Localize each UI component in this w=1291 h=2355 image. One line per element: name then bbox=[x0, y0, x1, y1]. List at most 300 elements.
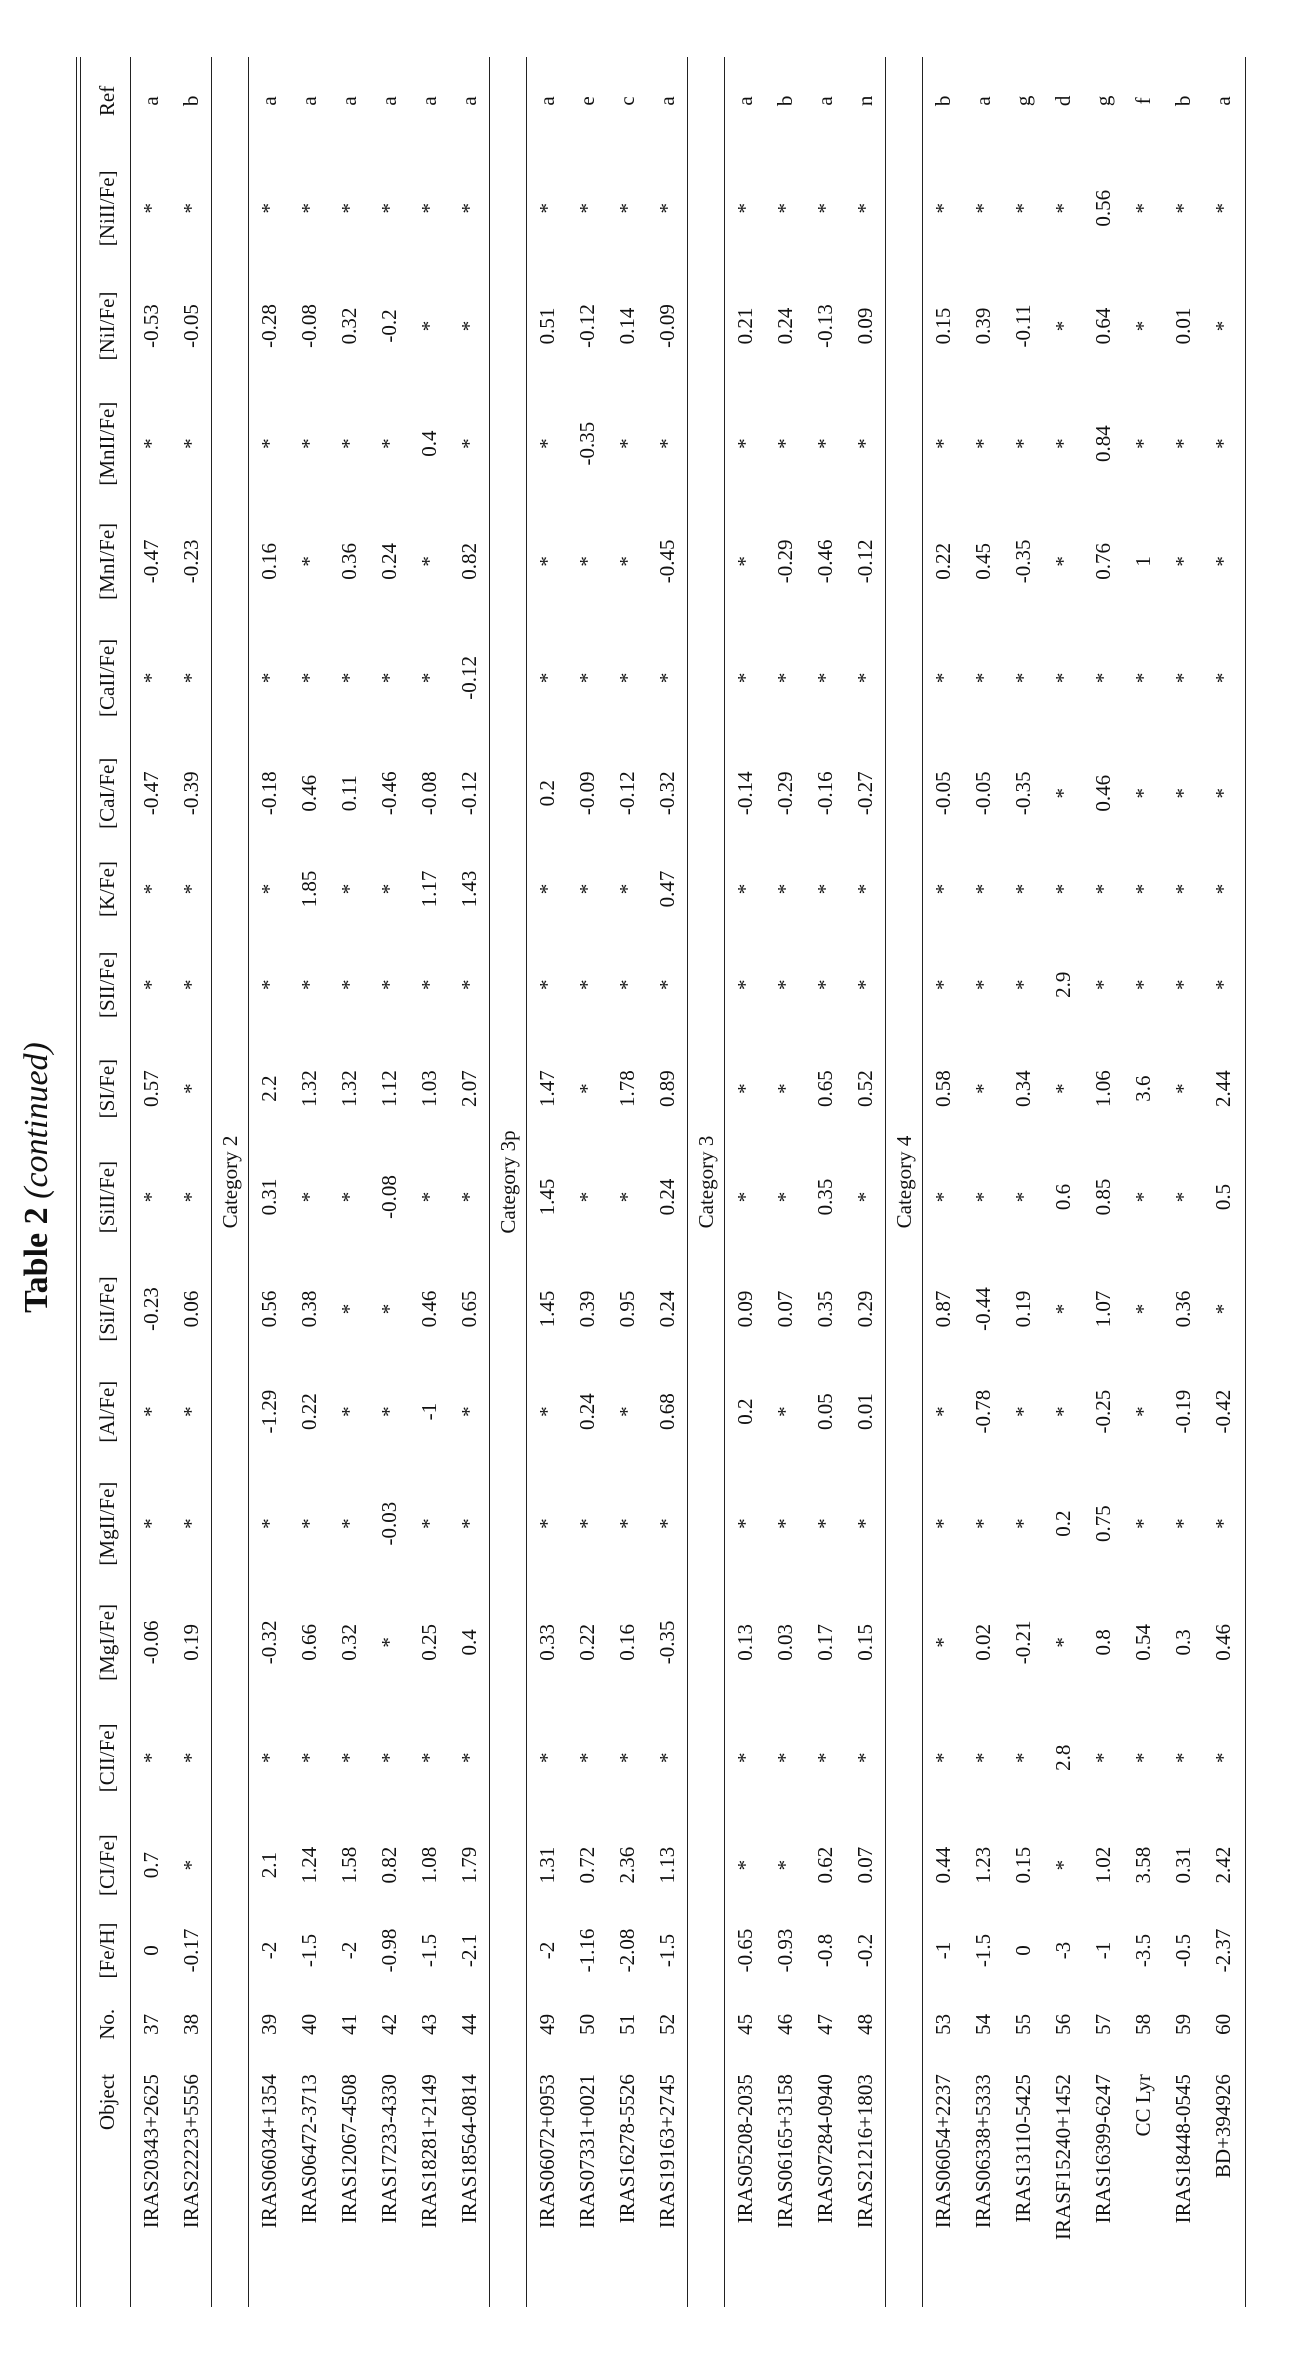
table-cell: 0.31 bbox=[1171, 1846, 1195, 1884]
table-cell: g bbox=[1011, 95, 1035, 107]
table-cell: 46 bbox=[773, 2013, 797, 2035]
table-cell: * bbox=[853, 1518, 877, 1529]
table-cell: -3 bbox=[1051, 1941, 1075, 1960]
object-name-cell: IRAS17233-4330 bbox=[377, 2074, 401, 2224]
table-cell: 0.4 bbox=[417, 430, 441, 457]
table-cell: * bbox=[1171, 1518, 1195, 1529]
table-cell: * bbox=[813, 1518, 837, 1529]
table-cell: -0.12 bbox=[457, 771, 481, 816]
table-cell: * bbox=[1131, 1406, 1155, 1417]
object-name-cell: IRAS18564-0814 bbox=[457, 2074, 481, 2224]
table-cell: 2.2 bbox=[257, 1075, 281, 1102]
table-cell: -1 bbox=[931, 1941, 955, 1960]
table-cell: * bbox=[179, 203, 203, 214]
table-cell: 0.13 bbox=[733, 1624, 757, 1661]
table-caption bbox=[18, 0, 56, 2355]
table-cell: * bbox=[337, 1518, 361, 1529]
table-cell: a bbox=[457, 96, 481, 106]
table-cell: * bbox=[1171, 883, 1195, 895]
object-name-cell: IRAS18448-0545 bbox=[1171, 2074, 1195, 2224]
table-cell: * bbox=[1051, 556, 1075, 567]
table-cell: * bbox=[971, 1752, 995, 1764]
table-cell: * bbox=[457, 1406, 481, 1417]
table-cell: 1.12 bbox=[377, 1070, 401, 1107]
table-cell: -0.45 bbox=[655, 539, 679, 584]
table-cell: -0.32 bbox=[257, 1620, 281, 1665]
table-cell: * bbox=[1051, 788, 1075, 799]
table-cell: 0.52 bbox=[853, 1070, 877, 1107]
table-cell: * bbox=[813, 672, 837, 684]
table-cell: * bbox=[1051, 1637, 1075, 1648]
table-cell: * bbox=[1211, 1518, 1235, 1529]
table-cell: * bbox=[535, 1406, 559, 1417]
table-cell: -0.46 bbox=[377, 771, 401, 816]
table-cell: 0 bbox=[1011, 1945, 1035, 1956]
table-cell: * bbox=[139, 1191, 163, 1203]
table-cell: * bbox=[733, 1083, 757, 1094]
table-cell: 0.62 bbox=[813, 1846, 837, 1884]
table-cell: 39 bbox=[257, 2013, 281, 2035]
table-cell: 47 bbox=[813, 2013, 837, 2035]
table-cell: * bbox=[179, 883, 203, 895]
table-cell: -0.35 bbox=[1011, 771, 1035, 816]
table-cell: * bbox=[337, 1303, 361, 1315]
table-cell: * bbox=[1051, 1083, 1075, 1094]
table-cell: * bbox=[297, 672, 321, 684]
object-name-cell: IRAS06165+3158 bbox=[773, 2074, 797, 2229]
table-cell: * bbox=[971, 1518, 995, 1529]
table-cell: * bbox=[417, 979, 441, 991]
table-cell: -0.28 bbox=[257, 304, 281, 348]
category-row bbox=[688, 57, 725, 2307]
table-cell: 0.01 bbox=[853, 1393, 877, 1431]
table-cell: 0.15 bbox=[853, 1624, 877, 1661]
table-cell: 0.11 bbox=[337, 775, 361, 812]
table-cell: * bbox=[1171, 1191, 1195, 1203]
table-cell: -0.46 bbox=[813, 539, 837, 584]
table-cell: 38 bbox=[179, 2013, 203, 2035]
table-cell: b bbox=[1171, 95, 1195, 107]
table-cell: -0.12 bbox=[457, 656, 481, 700]
table-cell: -0.05 bbox=[971, 771, 995, 816]
table-cell: -0.35 bbox=[575, 421, 599, 466]
table-cell: * bbox=[179, 979, 203, 991]
table-cell: * bbox=[1171, 788, 1195, 799]
table-cell: 0.85 bbox=[1091, 1178, 1115, 1216]
table-cell: 0.09 bbox=[733, 1290, 757, 1328]
table-cell: * bbox=[575, 672, 599, 684]
table-cell: * bbox=[773, 203, 797, 214]
table-cell: f bbox=[1131, 97, 1155, 105]
table-cell: * bbox=[931, 1406, 955, 1417]
table-cell: * bbox=[615, 1752, 639, 1764]
table-cell: 0.15 bbox=[931, 307, 955, 345]
category-row bbox=[886, 57, 923, 2307]
table-row bbox=[923, 57, 964, 2307]
table-cell: * bbox=[337, 1406, 361, 1417]
table-row bbox=[409, 57, 449, 2307]
table-row bbox=[449, 57, 490, 2307]
table-cell: 1.79 bbox=[457, 1846, 481, 1884]
table-cell: * bbox=[853, 979, 877, 991]
table-cell: 1.31 bbox=[535, 1846, 559, 1884]
object-name-cell: IRAS16278-5526 bbox=[615, 2074, 639, 2224]
table-row bbox=[329, 57, 369, 2307]
table-cell: * bbox=[297, 1752, 321, 1764]
column-header: [SiII/Fe] bbox=[84, 1139, 131, 1254]
table-cell: * bbox=[1051, 1406, 1075, 1417]
object-name-cell: IRAS20343+2625 bbox=[139, 2074, 163, 2229]
table-cell: * bbox=[655, 672, 679, 684]
table-cell: 0.01 bbox=[1171, 307, 1195, 345]
table-cell: 54 bbox=[971, 2013, 995, 2035]
table-cell: * bbox=[1011, 1406, 1035, 1417]
table-cell: 0.6 bbox=[1051, 1183, 1075, 1211]
object-name-cell: IRAS13110-5425 bbox=[1011, 2074, 1035, 2223]
table-cell: * bbox=[179, 672, 203, 684]
bottom-rule bbox=[1245, 57, 1246, 2307]
table-row bbox=[1003, 57, 1043, 2307]
table-cell: 0.46 bbox=[417, 1290, 441, 1328]
table-row bbox=[369, 57, 409, 2307]
table-cell: 0.02 bbox=[971, 1624, 995, 1661]
table-cell: * bbox=[971, 203, 995, 214]
table-cell: * bbox=[1051, 203, 1075, 214]
table-cell: * bbox=[1131, 883, 1155, 895]
table-cell: -1.5 bbox=[417, 1933, 441, 1968]
table-cell: 0.34 bbox=[1011, 1070, 1035, 1107]
table-cell: -0.21 bbox=[1011, 1620, 1035, 1665]
table-cell: 0.19 bbox=[179, 1624, 203, 1661]
table-cell: 0.2 bbox=[733, 1398, 757, 1425]
table-cell: * bbox=[1131, 1752, 1155, 1764]
object-name-cell: IRAS16399-6247 bbox=[1091, 2074, 1115, 2224]
table-cell: 0.75 bbox=[1091, 1505, 1115, 1542]
table-cell: * bbox=[773, 1752, 797, 1764]
table-cell: * bbox=[1211, 1303, 1235, 1315]
table-cell: 0.06 bbox=[179, 1290, 203, 1328]
table-cell: 0.24 bbox=[655, 1290, 679, 1328]
table-cell: * bbox=[417, 556, 441, 567]
table-cell: * bbox=[615, 203, 639, 214]
table-cell: * bbox=[457, 203, 481, 214]
table-cell: * bbox=[257, 1752, 281, 1764]
table-cell: * bbox=[1091, 979, 1115, 991]
table-cell: * bbox=[931, 1518, 955, 1529]
table-cell: * bbox=[377, 979, 401, 991]
table-cell: * bbox=[1171, 203, 1195, 214]
table-cell: * bbox=[655, 438, 679, 449]
column-header: [CaII/Fe] bbox=[84, 616, 131, 741]
object-name-cell: IRAS05208-2035 bbox=[733, 2074, 757, 2224]
table-cell: * bbox=[655, 203, 679, 214]
table-cell: * bbox=[1011, 1518, 1035, 1529]
table-cell: * bbox=[179, 1406, 203, 1417]
table-cell: 0.33 bbox=[535, 1624, 559, 1661]
table-cell: 3.6 bbox=[1131, 1075, 1155, 1102]
table-cell: 1.85 bbox=[297, 870, 321, 908]
table-cell: * bbox=[417, 203, 441, 214]
table-cell: 1.02 bbox=[1091, 1846, 1115, 1884]
object-name-cell: IRAS07284-0940 bbox=[813, 2074, 837, 2224]
table-cell: -0.29 bbox=[773, 539, 797, 584]
object-name-cell: IRAS19163+2745 bbox=[655, 2074, 679, 2229]
table-cell: a bbox=[733, 96, 757, 106]
table-cell: e bbox=[575, 96, 599, 106]
table-row bbox=[1123, 57, 1163, 2307]
object-name-cell: CC Lyr bbox=[1131, 2074, 1155, 2137]
table-cell: 0.89 bbox=[655, 1070, 679, 1107]
table-cell: 0.3 bbox=[1171, 1629, 1195, 1656]
column-header: [CaI/Fe] bbox=[84, 740, 131, 846]
table-cell: * bbox=[297, 438, 321, 449]
table-cell: * bbox=[377, 1303, 401, 1315]
object-name-cell: IRASF15240+1452 bbox=[1051, 2074, 1075, 2240]
table-cell: 0.64 bbox=[1091, 307, 1115, 345]
object-name-cell: IRAS07331+0021 bbox=[575, 2074, 599, 2229]
table-cell: -0.12 bbox=[615, 771, 639, 816]
table-cell: * bbox=[615, 979, 639, 991]
table-cell: * bbox=[139, 883, 163, 895]
category-label: Category 3p bbox=[490, 57, 527, 2307]
table-cell: 0.05 bbox=[813, 1393, 837, 1431]
table-cell: 37 bbox=[139, 2013, 163, 2035]
table-cell: 0.07 bbox=[853, 1846, 877, 1884]
table-cell: -0.08 bbox=[417, 771, 441, 816]
table-cell: 41 bbox=[337, 2013, 361, 2035]
table-cell: 0.95 bbox=[615, 1290, 639, 1328]
table-cell: * bbox=[1211, 883, 1235, 895]
table-cell: * bbox=[971, 979, 995, 991]
table-cell: -2 bbox=[535, 1941, 559, 1960]
table-cell: * bbox=[575, 1518, 599, 1529]
table-cell: * bbox=[615, 1518, 639, 1529]
table-cell: * bbox=[139, 1406, 163, 1417]
table-cell: * bbox=[139, 438, 163, 449]
category-label: Category 4 bbox=[886, 57, 923, 2307]
caption-label: Table 2 bbox=[18, 1207, 55, 1313]
column-header: [Al/Fe] bbox=[84, 1363, 131, 1460]
column-header: [MnII/Fe] bbox=[84, 380, 131, 507]
table-cell: * bbox=[1011, 203, 1035, 214]
table-cell: 0.16 bbox=[615, 1624, 639, 1661]
table-cell: * bbox=[457, 1518, 481, 1529]
object-name-cell: IRAS12067-4508 bbox=[337, 2074, 361, 2224]
table-cell: a bbox=[971, 96, 995, 106]
table-cell: 0.65 bbox=[813, 1070, 837, 1107]
table-cell: * bbox=[417, 672, 441, 684]
table-cell: * bbox=[1011, 979, 1035, 991]
abundance-table bbox=[84, 57, 1243, 2307]
table-cell: 60 bbox=[1211, 2013, 1235, 2035]
table-cell: * bbox=[773, 438, 797, 449]
table-cell: 0.25 bbox=[417, 1624, 441, 1661]
table-cell: 0.35 bbox=[813, 1178, 837, 1216]
table-cell: * bbox=[457, 438, 481, 449]
table-cell: b bbox=[773, 95, 797, 107]
table-cell: 42 bbox=[377, 2013, 401, 2035]
table-cell: * bbox=[615, 672, 639, 684]
table-row bbox=[289, 57, 329, 2307]
table-cell: * bbox=[813, 979, 837, 991]
object-name-cell: IRAS21216+1803 bbox=[853, 2074, 877, 2229]
header-row bbox=[84, 57, 131, 2307]
table-cell: * bbox=[1051, 672, 1075, 684]
table-cell: 1.08 bbox=[417, 1846, 441, 1884]
table-cell: * bbox=[337, 672, 361, 684]
table-cell: -0.98 bbox=[377, 1928, 401, 1973]
table-cell: 0.14 bbox=[615, 307, 639, 345]
table-cell: 1.17 bbox=[417, 870, 441, 908]
table-cell: -1.5 bbox=[971, 1933, 995, 1968]
object-name-cell: IRAS06472-3713 bbox=[297, 2074, 321, 2224]
table-cell: * bbox=[297, 979, 321, 991]
table-cell: 0.38 bbox=[297, 1290, 321, 1328]
table-cell: * bbox=[575, 203, 599, 214]
table-cell: * bbox=[773, 672, 797, 684]
table-row bbox=[765, 57, 805, 2307]
table-cell: 1.03 bbox=[417, 1070, 441, 1107]
table-cell: 0.17 bbox=[813, 1624, 837, 1661]
table-cell: * bbox=[337, 1752, 361, 1764]
table-cell: * bbox=[931, 1752, 955, 1764]
table-cell: 2.44 bbox=[1211, 1070, 1235, 1107]
table-cell: a bbox=[1211, 96, 1235, 106]
table-cell: -0.47 bbox=[139, 539, 163, 584]
table-cell: 0.65 bbox=[457, 1290, 481, 1328]
table-cell: * bbox=[773, 1406, 797, 1417]
table-cell: * bbox=[733, 1191, 757, 1203]
table-cell: 0.24 bbox=[773, 307, 797, 345]
table-cell: * bbox=[139, 979, 163, 991]
table-cell: * bbox=[337, 883, 361, 895]
table-row bbox=[725, 57, 766, 2307]
table-cell: * bbox=[733, 1518, 757, 1529]
table-cell: -0.09 bbox=[575, 771, 599, 816]
table-cell: a bbox=[417, 96, 441, 106]
table-cell: a bbox=[257, 96, 281, 106]
table-cell: * bbox=[457, 320, 481, 332]
table-cell: 51 bbox=[615, 2013, 639, 2035]
column-header: [CI/Fe] bbox=[84, 1818, 131, 1913]
table-cell: -2.37 bbox=[1211, 1928, 1235, 1973]
table-cell: 0.24 bbox=[655, 1178, 679, 1216]
table-cell: a bbox=[139, 96, 163, 106]
table-cell: * bbox=[1211, 672, 1235, 684]
table-cell: * bbox=[655, 979, 679, 991]
table-cell: 0.68 bbox=[655, 1393, 679, 1431]
table-cell: 0.24 bbox=[377, 542, 401, 580]
table-cell: 0.87 bbox=[931, 1290, 955, 1328]
column-header: Object bbox=[84, 2060, 131, 2307]
table-cell: * bbox=[1171, 672, 1195, 684]
table-cell: * bbox=[257, 203, 281, 214]
table-cell: a bbox=[377, 96, 401, 106]
table-cell: 2.07 bbox=[457, 1070, 481, 1107]
column-header: [Fe/H] bbox=[84, 1912, 131, 1988]
table-row bbox=[527, 57, 568, 2307]
table-cell: 0.44 bbox=[931, 1846, 955, 1884]
table-cell: 0.82 bbox=[377, 1846, 401, 1884]
table-cell: * bbox=[575, 979, 599, 991]
table-cell: * bbox=[1211, 438, 1235, 449]
table-cell: c bbox=[615, 96, 639, 106]
table-cell: -0.53 bbox=[139, 304, 163, 348]
table-cell: a bbox=[813, 96, 837, 106]
table-cell: * bbox=[139, 1518, 163, 1529]
table-cell: 0.2 bbox=[535, 780, 559, 807]
table-cell: 1.24 bbox=[297, 1846, 321, 1884]
table-cell: * bbox=[971, 1083, 995, 1094]
table-cell: n bbox=[853, 95, 877, 107]
object-name-cell: IRAS06034+1354 bbox=[257, 2074, 281, 2229]
table-cell: 0.03 bbox=[773, 1624, 797, 1661]
table-cell: * bbox=[297, 1191, 321, 1203]
category-label: Category 2 bbox=[212, 57, 249, 2307]
table-cell: * bbox=[615, 556, 639, 567]
table-cell: -0.12 bbox=[853, 539, 877, 584]
table-cell: * bbox=[575, 556, 599, 567]
table-cell: * bbox=[457, 979, 481, 991]
table-cell: * bbox=[535, 438, 559, 449]
table-cell: 0.8 bbox=[1091, 1629, 1115, 1656]
table-cell: * bbox=[1131, 979, 1155, 991]
table-cell: 0.16 bbox=[257, 542, 281, 580]
table-cell: 1.07 bbox=[1091, 1290, 1115, 1328]
table-cell: * bbox=[257, 979, 281, 991]
table-cell: -1.5 bbox=[297, 1933, 321, 1968]
table-cell: 0.22 bbox=[931, 542, 955, 580]
table-cell: * bbox=[535, 672, 559, 684]
table-cell: * bbox=[535, 203, 559, 214]
table-cell: 0.2 bbox=[1051, 1510, 1075, 1537]
table-cell: * bbox=[773, 883, 797, 895]
table-cell: * bbox=[337, 1191, 361, 1203]
table-cell: 0.35 bbox=[813, 1290, 837, 1328]
table-cell: 0.4 bbox=[457, 1629, 481, 1656]
table-cell: -0.09 bbox=[655, 304, 679, 348]
table-cell: -0.23 bbox=[179, 539, 203, 584]
table-cell: * bbox=[733, 1752, 757, 1764]
table-cell: * bbox=[257, 438, 281, 449]
table-cell: 1.06 bbox=[1091, 1070, 1115, 1107]
table-cell: * bbox=[1211, 203, 1235, 214]
table-row bbox=[647, 57, 688, 2307]
table-cell: * bbox=[575, 1752, 599, 1764]
table-cell: * bbox=[1011, 1752, 1035, 1764]
table-row bbox=[171, 57, 212, 2307]
table-cell: * bbox=[1171, 1752, 1195, 1764]
table-cell: * bbox=[773, 1191, 797, 1203]
column-header: Ref bbox=[84, 57, 131, 145]
table-cell: -0.06 bbox=[139, 1620, 163, 1665]
table-cell: * bbox=[535, 1752, 559, 1764]
table-cell: * bbox=[1171, 979, 1195, 991]
table-cell: -0.17 bbox=[179, 1928, 203, 1973]
table-cell: * bbox=[931, 672, 955, 684]
table-cell: * bbox=[1131, 1518, 1155, 1529]
table-cell: * bbox=[733, 979, 757, 991]
table-cell: -0.65 bbox=[733, 1928, 757, 1973]
table-cell: * bbox=[773, 1859, 797, 1871]
table-cell: 0.45 bbox=[971, 542, 995, 580]
table-cell: * bbox=[971, 438, 995, 449]
table-cell: 2.9 bbox=[1051, 971, 1075, 998]
table-cell: 0.58 bbox=[931, 1070, 955, 1107]
category-row bbox=[490, 57, 527, 2307]
table-cell: * bbox=[575, 1191, 599, 1203]
table-cell: * bbox=[733, 883, 757, 895]
